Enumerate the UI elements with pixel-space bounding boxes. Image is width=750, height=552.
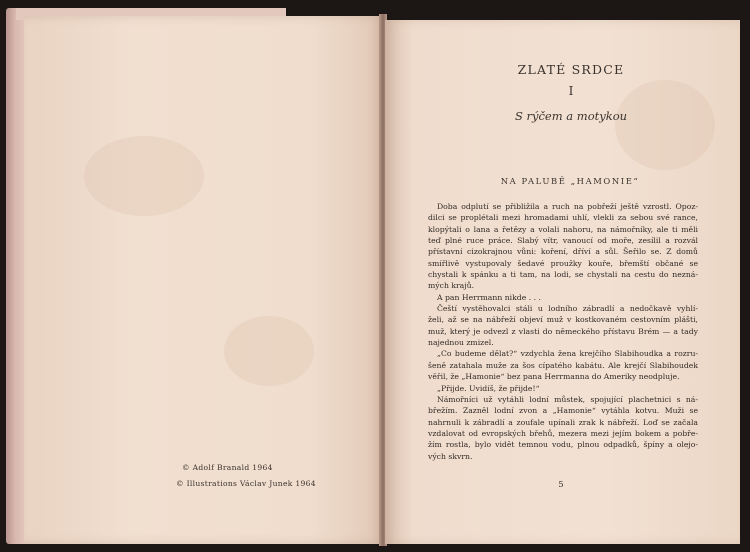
part-subtitle: S rýčem a motykou — [514, 109, 628, 123]
text-line: věřil, že „Hamonie“ bez pana Herrmanna do Ameriky neodpluje. — [428, 372, 680, 382]
text-line: chystali k spánku a ti tam, na lodi, se chystali na cestu do nezná- — [428, 270, 698, 280]
book-title: ZLATÉ SRDCE — [517, 62, 625, 77]
text-line: šeně zatahala muže za šos cípatého kabátu. Ale krejčí Slabihoudek — [428, 360, 698, 370]
text-line: smířlivě vystupovaly šedavé proužky kouře, břemští občané se — [428, 258, 698, 268]
text-line: muž, který je odvezl z vlasti do německého přístavu Brém — a tady — [428, 326, 698, 336]
right-page — [385, 20, 740, 544]
paper-stain — [615, 80, 715, 170]
copyright-notice — [176, 460, 316, 492]
part-numeral: I — [568, 84, 574, 98]
text-line: Doba odplutí se přibližila a ruch na pobřeží ještě vzrostl. Opoz- — [437, 202, 698, 211]
text-line: A pan Herrmann nikde . . . — [437, 292, 541, 302]
text-line: vých skvrn. — [428, 451, 473, 461]
paper-stain — [84, 136, 204, 216]
chapter-title: NA PALUBĚ „HAMONIE“ — [500, 176, 640, 186]
left-page — [24, 16, 382, 544]
paper-stain — [224, 316, 314, 386]
text-line: břežím. Zazněl lodní zvon a „Hamonie“ vytáhla kotvu. Muži se — [428, 406, 698, 416]
text-line: Čeští vystěhovalci stáli u lodního zábradlí a nedočkavě vyhlí- — [437, 304, 698, 314]
text-line: vzdalovat od evropských břehů, mezera mezi jejím bokem a pobře- — [428, 428, 698, 438]
chapter-body-text — [428, 201, 698, 462]
copyright-line-illustrations: © Illustrations Václav Junek 1964 — [176, 479, 316, 488]
text-line: Námořníci už vytáhli lodní můstek, spojující plachetnici s ná- — [437, 394, 698, 404]
text-line: „Přijde. Uvidíš, že přijde!“ — [437, 383, 540, 393]
text-line: žím rostla, bylo vidět temnou vodu, plnou odpadků, špíny a olejo- — [428, 440, 698, 450]
page-number: 5 — [558, 480, 564, 490]
text-line: želi, až se na nábřeží objeví muž v kostkovaném cestovním plášti, — [428, 315, 698, 325]
text-line: „Co budeme dělat?“ vzdychla žena krejčího Slabihoudka a rozru- — [437, 349, 698, 359]
copyright-line-author: © Adolf Branald 1964 — [182, 463, 273, 472]
text-line: najednou zmizel. — [428, 338, 494, 348]
text-line: přístavní cizokrajnou vůni: koření, dříví a sůl. Šeřilo se. Z domů — [428, 247, 698, 257]
text-line: teď plné ruce práce. Slabý vítr, vanoucí od moře, zesílil a rozvál — [428, 236, 698, 246]
text-line: dilci se proplétali mezi hromadami uhlí, vlekli za sebou své rance, — [428, 213, 698, 223]
text-line: klopýtali o lana a řetězy a volali nahoru, na námořníky, ale ti měli — [428, 224, 698, 234]
text-line: nahrnuli k zábradlí a zoufale upínali zrak k nábřeží. Loď se začala — [428, 417, 698, 427]
text-line: mých krajů. — [428, 281, 475, 291]
